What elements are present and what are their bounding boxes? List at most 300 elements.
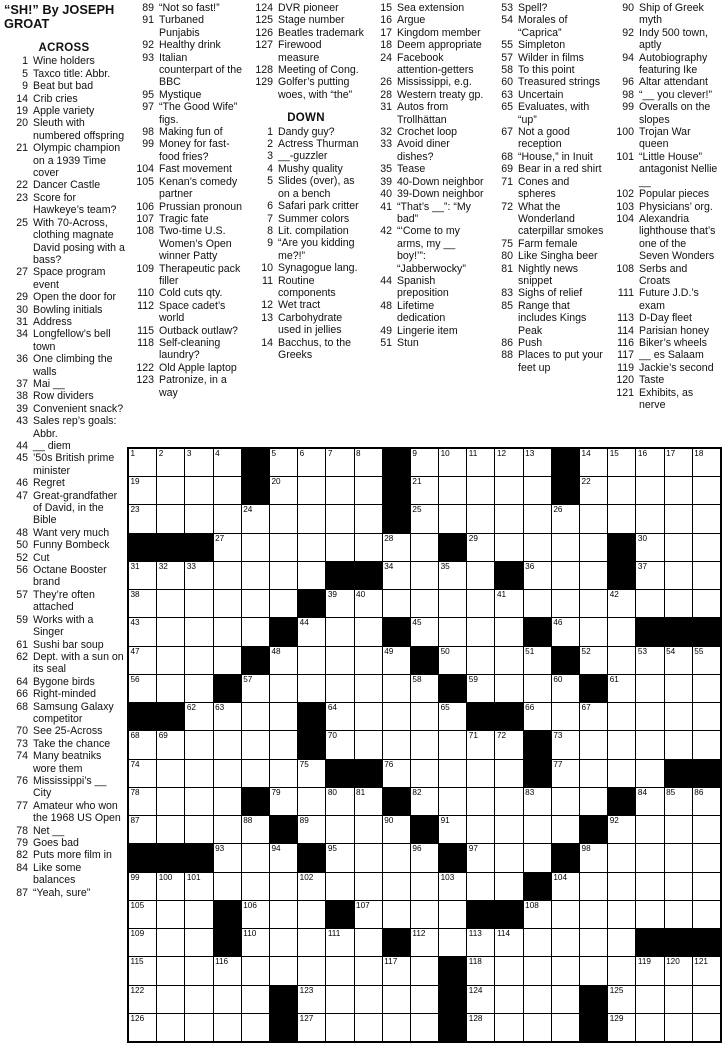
grid-cell[interactable] xyxy=(524,477,551,504)
grid-cell[interactable] xyxy=(355,477,382,504)
grid-cell[interactable] xyxy=(411,703,438,730)
grid-cell[interactable] xyxy=(157,929,184,956)
grid-cell[interactable] xyxy=(326,873,353,900)
grid-cell[interactable] xyxy=(383,901,410,928)
grid-cell[interactable] xyxy=(552,873,579,900)
grid-cell[interactable] xyxy=(608,731,635,758)
grid-cell[interactable] xyxy=(383,534,410,561)
grid-cell[interactable] xyxy=(242,844,269,871)
grid-cell[interactable] xyxy=(665,986,692,1013)
grid-cell[interactable] xyxy=(608,1014,635,1041)
grid-cell[interactable] xyxy=(383,844,410,871)
grid-cell[interactable] xyxy=(214,731,241,758)
grid-cell[interactable] xyxy=(439,618,466,645)
grid-cell[interactable] xyxy=(608,816,635,843)
grid-cell[interactable] xyxy=(524,929,551,956)
grid-cell[interactable] xyxy=(467,957,494,984)
grid-cell[interactable] xyxy=(185,675,212,702)
grid-cell[interactable] xyxy=(214,477,241,504)
grid-cell[interactable] xyxy=(298,901,325,928)
grid-cell[interactable] xyxy=(270,844,297,871)
grid-cell[interactable] xyxy=(326,505,353,532)
grid-cell[interactable] xyxy=(383,703,410,730)
grid-cell[interactable] xyxy=(580,449,607,476)
grid-cell[interactable] xyxy=(693,816,720,843)
grid-cell[interactable] xyxy=(665,562,692,589)
grid-cell[interactable] xyxy=(524,675,551,702)
grid-cell[interactable] xyxy=(524,703,551,730)
grid-cell[interactable] xyxy=(467,816,494,843)
grid-cell[interactable] xyxy=(129,647,156,674)
grid-cell[interactable] xyxy=(214,647,241,674)
grid-cell[interactable] xyxy=(636,788,663,815)
grid-cell[interactable] xyxy=(326,590,353,617)
grid-cell[interactable] xyxy=(355,957,382,984)
grid-cell[interactable] xyxy=(129,873,156,900)
grid-cell[interactable] xyxy=(467,477,494,504)
grid-cell[interactable] xyxy=(270,731,297,758)
grid-cell[interactable] xyxy=(636,873,663,900)
grid-cell[interactable] xyxy=(270,477,297,504)
grid-cell[interactable] xyxy=(693,844,720,871)
grid-cell[interactable] xyxy=(270,788,297,815)
grid-cell[interactable] xyxy=(270,505,297,532)
grid-cell[interactable] xyxy=(214,844,241,871)
grid-cell[interactable] xyxy=(355,1014,382,1041)
grid-cell[interactable] xyxy=(157,986,184,1013)
grid-cell[interactable] xyxy=(608,675,635,702)
grid-cell[interactable] xyxy=(383,1014,410,1041)
grid-cell[interactable] xyxy=(411,675,438,702)
grid-cell[interactable] xyxy=(157,731,184,758)
grid-cell[interactable] xyxy=(552,618,579,645)
grid-cell[interactable] xyxy=(693,449,720,476)
grid-cell[interactable] xyxy=(439,873,466,900)
grid-cell[interactable] xyxy=(439,449,466,476)
grid-cell[interactable] xyxy=(411,986,438,1013)
grid-cell[interactable] xyxy=(242,562,269,589)
grid-cell[interactable] xyxy=(580,760,607,787)
grid-cell[interactable] xyxy=(157,647,184,674)
grid-cell[interactable] xyxy=(383,647,410,674)
grid-cell[interactable] xyxy=(693,477,720,504)
grid-cell[interactable] xyxy=(214,760,241,787)
grid-cell[interactable] xyxy=(129,477,156,504)
grid-cell[interactable] xyxy=(214,618,241,645)
grid-cell[interactable] xyxy=(157,675,184,702)
grid-cell[interactable] xyxy=(185,816,212,843)
grid-cell[interactable] xyxy=(185,929,212,956)
grid-cell[interactable] xyxy=(580,901,607,928)
grid-cell[interactable] xyxy=(185,505,212,532)
grid-cell[interactable] xyxy=(467,505,494,532)
grid-cell[interactable] xyxy=(552,816,579,843)
grid-cell[interactable] xyxy=(185,562,212,589)
grid-cell[interactable] xyxy=(665,1014,692,1041)
grid-cell[interactable] xyxy=(524,562,551,589)
grid-cell[interactable] xyxy=(467,760,494,787)
grid-cell[interactable] xyxy=(608,957,635,984)
grid-cell[interactable] xyxy=(383,873,410,900)
grid-cell[interactable] xyxy=(298,1014,325,1041)
grid-cell[interactable] xyxy=(355,675,382,702)
grid-cell[interactable] xyxy=(608,449,635,476)
grid-cell[interactable] xyxy=(411,534,438,561)
grid-cell[interactable] xyxy=(693,590,720,617)
grid-cell[interactable] xyxy=(242,873,269,900)
grid-cell[interactable] xyxy=(636,986,663,1013)
grid-cell[interactable] xyxy=(129,505,156,532)
grid-cell[interactable] xyxy=(214,505,241,532)
grid-cell[interactable] xyxy=(636,731,663,758)
grid-cell[interactable] xyxy=(411,844,438,871)
grid-cell[interactable] xyxy=(636,901,663,928)
grid-cell[interactable] xyxy=(157,477,184,504)
grid-cell[interactable] xyxy=(157,562,184,589)
grid-cell[interactable] xyxy=(298,760,325,787)
grid-cell[interactable] xyxy=(665,788,692,815)
grid-cell[interactable] xyxy=(411,788,438,815)
grid-cell[interactable] xyxy=(355,590,382,617)
grid-cell[interactable] xyxy=(157,901,184,928)
grid-cell[interactable] xyxy=(693,562,720,589)
grid-cell[interactable] xyxy=(439,477,466,504)
grid-cell[interactable] xyxy=(185,873,212,900)
grid-cell[interactable] xyxy=(383,731,410,758)
grid-cell[interactable] xyxy=(495,618,522,645)
grid-cell[interactable] xyxy=(608,647,635,674)
grid-cell[interactable] xyxy=(580,618,607,645)
grid-cell[interactable] xyxy=(495,534,522,561)
grid-cell[interactable] xyxy=(665,703,692,730)
grid-cell[interactable] xyxy=(270,562,297,589)
grid-cell[interactable] xyxy=(552,901,579,928)
grid-cell[interactable] xyxy=(185,703,212,730)
grid-cell[interactable] xyxy=(270,590,297,617)
grid-cell[interactable] xyxy=(214,788,241,815)
grid-cell[interactable] xyxy=(636,760,663,787)
grid-cell[interactable] xyxy=(355,844,382,871)
grid-cell[interactable] xyxy=(326,477,353,504)
grid-cell[interactable] xyxy=(383,816,410,843)
grid-cell[interactable] xyxy=(157,618,184,645)
grid-cell[interactable] xyxy=(439,703,466,730)
grid-cell[interactable] xyxy=(355,986,382,1013)
grid-cell[interactable] xyxy=(355,788,382,815)
grid-cell[interactable] xyxy=(495,647,522,674)
grid-cell[interactable] xyxy=(411,449,438,476)
grid-cell[interactable] xyxy=(524,986,551,1013)
grid-cell[interactable] xyxy=(665,449,692,476)
grid-cell[interactable] xyxy=(355,929,382,956)
grid-cell[interactable] xyxy=(636,703,663,730)
grid-cell[interactable] xyxy=(495,929,522,956)
grid-cell[interactable] xyxy=(693,788,720,815)
grid-cell[interactable] xyxy=(411,618,438,645)
grid-cell[interactable] xyxy=(185,731,212,758)
grid-cell[interactable] xyxy=(467,986,494,1013)
grid-cell[interactable] xyxy=(524,1014,551,1041)
grid-cell[interactable] xyxy=(129,449,156,476)
grid-cell[interactable] xyxy=(524,957,551,984)
grid-cell[interactable] xyxy=(185,590,212,617)
grid-cell[interactable] xyxy=(157,873,184,900)
grid-cell[interactable] xyxy=(214,873,241,900)
grid-cell[interactable] xyxy=(185,957,212,984)
grid-cell[interactable] xyxy=(214,534,241,561)
grid-cell[interactable] xyxy=(326,618,353,645)
grid-cell[interactable] xyxy=(157,449,184,476)
grid-cell[interactable] xyxy=(467,873,494,900)
grid-cell[interactable] xyxy=(693,731,720,758)
grid-cell[interactable] xyxy=(636,505,663,532)
grid-cell[interactable] xyxy=(665,505,692,532)
grid-cell[interactable] xyxy=(298,788,325,815)
grid-cell[interactable] xyxy=(552,929,579,956)
grid-cell[interactable] xyxy=(665,901,692,928)
grid-cell[interactable] xyxy=(129,816,156,843)
grid-cell[interactable] xyxy=(552,703,579,730)
grid-cell[interactable] xyxy=(552,957,579,984)
grid-cell[interactable] xyxy=(467,647,494,674)
grid-cell[interactable] xyxy=(439,562,466,589)
grid-cell[interactable] xyxy=(495,788,522,815)
grid-cell[interactable] xyxy=(185,477,212,504)
grid-cell[interactable] xyxy=(467,788,494,815)
grid-cell[interactable] xyxy=(383,986,410,1013)
grid-cell[interactable] xyxy=(439,901,466,928)
grid-cell[interactable] xyxy=(383,590,410,617)
grid-cell[interactable] xyxy=(355,873,382,900)
grid-cell[interactable] xyxy=(157,816,184,843)
grid-cell[interactable] xyxy=(467,618,494,645)
grid-cell[interactable] xyxy=(157,590,184,617)
grid-cell[interactable] xyxy=(129,675,156,702)
grid-cell[interactable] xyxy=(214,703,241,730)
grid-cell[interactable] xyxy=(552,788,579,815)
grid-cell[interactable] xyxy=(665,957,692,984)
grid-cell[interactable] xyxy=(270,534,297,561)
grid-cell[interactable] xyxy=(636,477,663,504)
grid-cell[interactable] xyxy=(636,562,663,589)
grid-cell[interactable] xyxy=(298,505,325,532)
grid-cell[interactable] xyxy=(552,760,579,787)
grid-cell[interactable] xyxy=(608,873,635,900)
grid-cell[interactable] xyxy=(185,901,212,928)
grid-cell[interactable] xyxy=(326,929,353,956)
grid-cell[interactable] xyxy=(636,1014,663,1041)
grid-cell[interactable] xyxy=(552,562,579,589)
grid-cell[interactable] xyxy=(157,505,184,532)
grid-cell[interactable] xyxy=(298,449,325,476)
grid-cell[interactable] xyxy=(524,505,551,532)
grid-cell[interactable] xyxy=(326,844,353,871)
grid-cell[interactable] xyxy=(580,505,607,532)
grid-cell[interactable] xyxy=(552,675,579,702)
grid-cell[interactable] xyxy=(580,562,607,589)
grid-cell[interactable] xyxy=(185,760,212,787)
grid-cell[interactable] xyxy=(355,534,382,561)
grid-cell[interactable] xyxy=(665,534,692,561)
grid-cell[interactable] xyxy=(495,844,522,871)
grid-cell[interactable] xyxy=(411,873,438,900)
grid-cell[interactable] xyxy=(411,760,438,787)
grid-cell[interactable] xyxy=(665,844,692,871)
grid-cell[interactable] xyxy=(214,816,241,843)
grid-cell[interactable] xyxy=(411,957,438,984)
grid-cell[interactable] xyxy=(298,986,325,1013)
grid-cell[interactable] xyxy=(495,477,522,504)
grid-cell[interactable] xyxy=(242,505,269,532)
grid-cell[interactable] xyxy=(355,449,382,476)
grid-cell[interactable] xyxy=(242,731,269,758)
grid-cell[interactable] xyxy=(411,901,438,928)
grid-cell[interactable] xyxy=(693,873,720,900)
grid-cell[interactable] xyxy=(608,477,635,504)
grid-cell[interactable] xyxy=(580,534,607,561)
grid-cell[interactable] xyxy=(411,1014,438,1041)
grid-cell[interactable] xyxy=(326,986,353,1013)
grid-cell[interactable] xyxy=(298,618,325,645)
grid-cell[interactable] xyxy=(185,449,212,476)
grid-cell[interactable] xyxy=(552,505,579,532)
grid-cell[interactable] xyxy=(580,957,607,984)
grid-cell[interactable] xyxy=(242,675,269,702)
grid-cell[interactable] xyxy=(693,647,720,674)
grid-cell[interactable] xyxy=(383,957,410,984)
grid-cell[interactable] xyxy=(242,590,269,617)
grid-cell[interactable] xyxy=(214,449,241,476)
grid-cell[interactable] xyxy=(495,675,522,702)
grid-cell[interactable] xyxy=(355,901,382,928)
grid-cell[interactable] xyxy=(129,986,156,1013)
grid-cell[interactable] xyxy=(495,816,522,843)
grid-cell[interactable] xyxy=(636,590,663,617)
grid-cell[interactable] xyxy=(355,731,382,758)
grid-cell[interactable] xyxy=(580,647,607,674)
grid-cell[interactable] xyxy=(326,731,353,758)
grid-cell[interactable] xyxy=(524,590,551,617)
grid-cell[interactable] xyxy=(355,816,382,843)
grid-cell[interactable] xyxy=(467,562,494,589)
grid-cell[interactable] xyxy=(495,449,522,476)
grid-cell[interactable] xyxy=(129,929,156,956)
grid-cell[interactable] xyxy=(242,901,269,928)
grid-cell[interactable] xyxy=(608,618,635,645)
grid-cell[interactable] xyxy=(185,618,212,645)
grid-cell[interactable] xyxy=(129,731,156,758)
grid-cell[interactable] xyxy=(298,477,325,504)
grid-cell[interactable] xyxy=(157,1014,184,1041)
grid-cell[interactable] xyxy=(411,505,438,532)
grid-cell[interactable] xyxy=(157,957,184,984)
grid-cell[interactable] xyxy=(439,505,466,532)
grid-cell[interactable] xyxy=(467,590,494,617)
grid-cell[interactable] xyxy=(524,449,551,476)
grid-cell[interactable] xyxy=(665,590,692,617)
grid-cell[interactable] xyxy=(693,675,720,702)
grid-cell[interactable] xyxy=(467,731,494,758)
grid-cell[interactable] xyxy=(467,675,494,702)
grid-cell[interactable] xyxy=(439,788,466,815)
grid-cell[interactable] xyxy=(129,1014,156,1041)
grid-cell[interactable] xyxy=(270,873,297,900)
grid-cell[interactable] xyxy=(355,703,382,730)
grid-cell[interactable] xyxy=(580,788,607,815)
grid-cell[interactable] xyxy=(129,562,156,589)
grid-cell[interactable] xyxy=(270,760,297,787)
grid-cell[interactable] xyxy=(298,562,325,589)
grid-cell[interactable] xyxy=(608,760,635,787)
grid-cell[interactable] xyxy=(326,534,353,561)
grid-cell[interactable] xyxy=(439,929,466,956)
grid-cell[interactable] xyxy=(439,590,466,617)
grid-cell[interactable] xyxy=(608,505,635,532)
grid-cell[interactable] xyxy=(383,760,410,787)
grid-cell[interactable] xyxy=(580,873,607,900)
grid-cell[interactable] xyxy=(214,590,241,617)
grid-cell[interactable] xyxy=(552,1014,579,1041)
grid-cell[interactable] xyxy=(665,873,692,900)
grid-cell[interactable] xyxy=(580,844,607,871)
grid-cell[interactable] xyxy=(270,449,297,476)
grid-cell[interactable] xyxy=(242,816,269,843)
grid-cell[interactable] xyxy=(270,703,297,730)
grid-cell[interactable] xyxy=(298,647,325,674)
grid-cell[interactable] xyxy=(355,618,382,645)
grid-cell[interactable] xyxy=(608,986,635,1013)
grid-cell[interactable] xyxy=(495,731,522,758)
grid-cell[interactable] xyxy=(270,929,297,956)
grid-cell[interactable] xyxy=(185,647,212,674)
grid-cell[interactable] xyxy=(129,760,156,787)
grid-cell[interactable] xyxy=(693,534,720,561)
grid-cell[interactable] xyxy=(636,534,663,561)
grid-cell[interactable] xyxy=(467,449,494,476)
grid-cell[interactable] xyxy=(411,731,438,758)
grid-cell[interactable] xyxy=(524,534,551,561)
grid-cell[interactable] xyxy=(636,449,663,476)
grid-cell[interactable] xyxy=(524,816,551,843)
grid-cell[interactable] xyxy=(636,647,663,674)
grid-cell[interactable] xyxy=(326,816,353,843)
grid-cell[interactable] xyxy=(693,957,720,984)
grid-cell[interactable] xyxy=(270,647,297,674)
grid-cell[interactable] xyxy=(524,788,551,815)
grid-cell[interactable] xyxy=(636,957,663,984)
grid-cell[interactable] xyxy=(495,873,522,900)
grid-cell[interactable] xyxy=(157,788,184,815)
grid-cell[interactable] xyxy=(580,477,607,504)
grid-cell[interactable] xyxy=(214,986,241,1013)
grid-cell[interactable] xyxy=(242,760,269,787)
grid-cell[interactable] xyxy=(298,873,325,900)
grid-cell[interactable] xyxy=(214,957,241,984)
grid-cell[interactable] xyxy=(383,562,410,589)
grid-cell[interactable] xyxy=(185,788,212,815)
grid-cell[interactable] xyxy=(242,929,269,956)
grid-cell[interactable] xyxy=(157,760,184,787)
grid-cell[interactable] xyxy=(495,957,522,984)
grid-cell[interactable] xyxy=(467,844,494,871)
grid-cell[interactable] xyxy=(242,703,269,730)
grid-cell[interactable] xyxy=(326,675,353,702)
grid-cell[interactable] xyxy=(298,534,325,561)
grid-cell[interactable] xyxy=(495,986,522,1013)
grid-cell[interactable] xyxy=(298,816,325,843)
grid-cell[interactable] xyxy=(665,647,692,674)
grid-cell[interactable] xyxy=(326,449,353,476)
